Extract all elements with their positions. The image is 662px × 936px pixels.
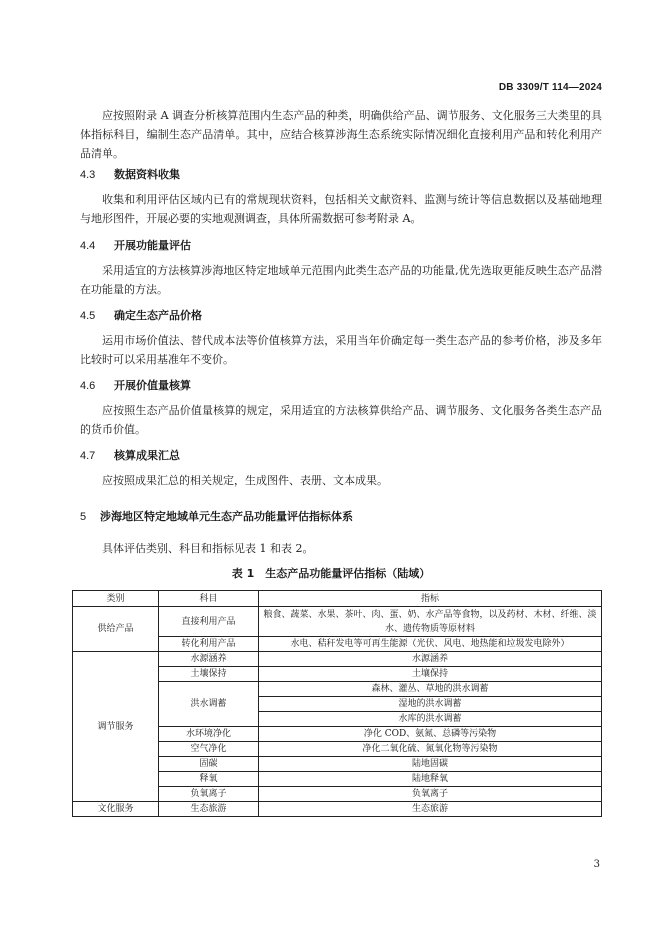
indicator-cell: 陆地释氧 (259, 772, 602, 787)
table-header-row (73, 591, 602, 607)
indicator-cell: 水源涵养 (259, 652, 602, 667)
subject-cell: 转化利用产品 (159, 637, 259, 652)
section-number: 4.7 (80, 450, 96, 462)
indicator-cell: 净化 COD、氨氮、总磷等污染物 (259, 727, 602, 742)
subject-cell: 洪水调蓄 (159, 682, 259, 727)
subject-cell: 水环境净化 (159, 727, 259, 742)
section-heading-4-3 (80, 166, 180, 182)
table-row (73, 607, 602, 637)
section-heading-4-7 (80, 447, 180, 463)
section-heading-4-5 (80, 307, 202, 323)
section-body-4-3: 收集和利用评估区域内已有的常规现状资料，包括相关文献资料、监测与统计等信息数据以及基础地理与地形图件，开展必要的实地观测调查，具体所需数据可参考附录 A。 (80, 193, 602, 225)
table-caption: 表 1 生态产品功能量评估指标（陆域） (231, 567, 431, 580)
standard-code: DB 3309/T 114—2024 (498, 82, 602, 93)
indicator-cell: 森林、灌丛、草地的洪水调蓄 (259, 682, 602, 697)
category-cell: 文化服务 (73, 802, 159, 817)
section-body-4-7: 应按照成果汇总的相关规定，生成图件、表册、文本成果。 (102, 474, 388, 487)
section-body-4-4: 采用适宜的方法核算涉海地区特定地域单元范围内此类生态产品的功能量,优先选取更能反映生态产品潜在功能量的方法。 (80, 264, 602, 296)
indicator-cell: 生态旅游 (259, 802, 602, 817)
category-cell: 调节服务 (73, 652, 159, 802)
category-cell: 供给产品 (73, 607, 159, 652)
section-heading-4-6 (80, 377, 191, 393)
section-body-4-6: 应按照生态产品价值量核算的规定，采用适宜的方法核算供给产品、调节服务、文化服务各类生态产品的货币价值。 (80, 404, 602, 436)
indicator-cell: 净化二氧化硫、氮氧化物等污染物 (259, 742, 602, 757)
indicator-cell: 负氧离子 (259, 787, 602, 802)
subject-cell: 水源涵养 (159, 652, 259, 667)
subject-cell: 生态旅游 (159, 802, 259, 817)
section-number: 4.5 (80, 310, 96, 322)
indicator-table (72, 590, 602, 817)
section-title: 确定生态产品价格 (114, 309, 202, 322)
section-heading-4-4 (80, 237, 191, 253)
page-number: 3 (593, 859, 600, 870)
subject-cell: 空气净化 (159, 742, 259, 757)
section-title: 核算成果汇总 (114, 449, 180, 462)
header-category: 类别 (73, 591, 159, 607)
table-row (73, 652, 602, 667)
indicator-cell: 土壤保持 (259, 667, 602, 682)
table-row (73, 802, 602, 817)
indicator-cell: 陆地固碳 (259, 757, 602, 772)
chapter-5-heading (80, 508, 353, 524)
intro-paragraph: 应按照附录 A 调查分析核算范围内生态产品的种类，明确供给产品、调节服务、文化服务三大类里的具体指标科目，编制生态产品清单。其中，应结合核算涉海生态系统实际情况细化直接利用产品和转化利用产品清单。 (80, 109, 602, 160)
header-subject: 科目 (159, 591, 259, 607)
section-number: 4.4 (80, 240, 96, 252)
indicator-cell: 水电、秸秆发电等可再生能源（光伏、风电、地热能和垃圾发电除外） (259, 637, 602, 652)
section-number: 4.3 (80, 169, 96, 181)
section-number: 4.6 (80, 380, 96, 392)
subject-cell: 土壤保持 (159, 667, 259, 682)
header-indicator: 指标 (259, 591, 602, 607)
chapter-5-body: 具体评估类别、科目和指标见表 1 和表 2。 (102, 542, 314, 555)
subject-cell: 直接利用产品 (159, 607, 259, 637)
subject-cell: 固碳 (159, 757, 259, 772)
section-title: 开展功能量评估 (114, 239, 191, 252)
section-title: 数据资料收集 (114, 168, 180, 181)
section-body-4-5: 运用市场价值法、替代成本法等价值核算方法，采用当年价确定每一类生态产品的参考价格，涉及多年比较时可以采用基准年不变价。 (80, 334, 602, 366)
subject-cell: 负氧离子 (159, 787, 259, 802)
subject-cell: 释氧 (159, 772, 259, 787)
indicator-cell: 粮食、蔬菜、水果、茶叶、肉、蛋、奶、水产品等食物，以及药材、木材、纤维、淡水、遗传物质等原材料 (259, 607, 602, 637)
chapter-title: 涉海地区特定地域单元生态产品功能量评估指标体系 (100, 510, 353, 523)
indicator-cell: 湿地的洪水调蓄 (259, 697, 602, 712)
indicator-cell: 水库的洪水调蓄 (259, 712, 602, 727)
section-title: 开展价值量核算 (114, 379, 191, 392)
chapter-number: 5 (80, 511, 87, 523)
